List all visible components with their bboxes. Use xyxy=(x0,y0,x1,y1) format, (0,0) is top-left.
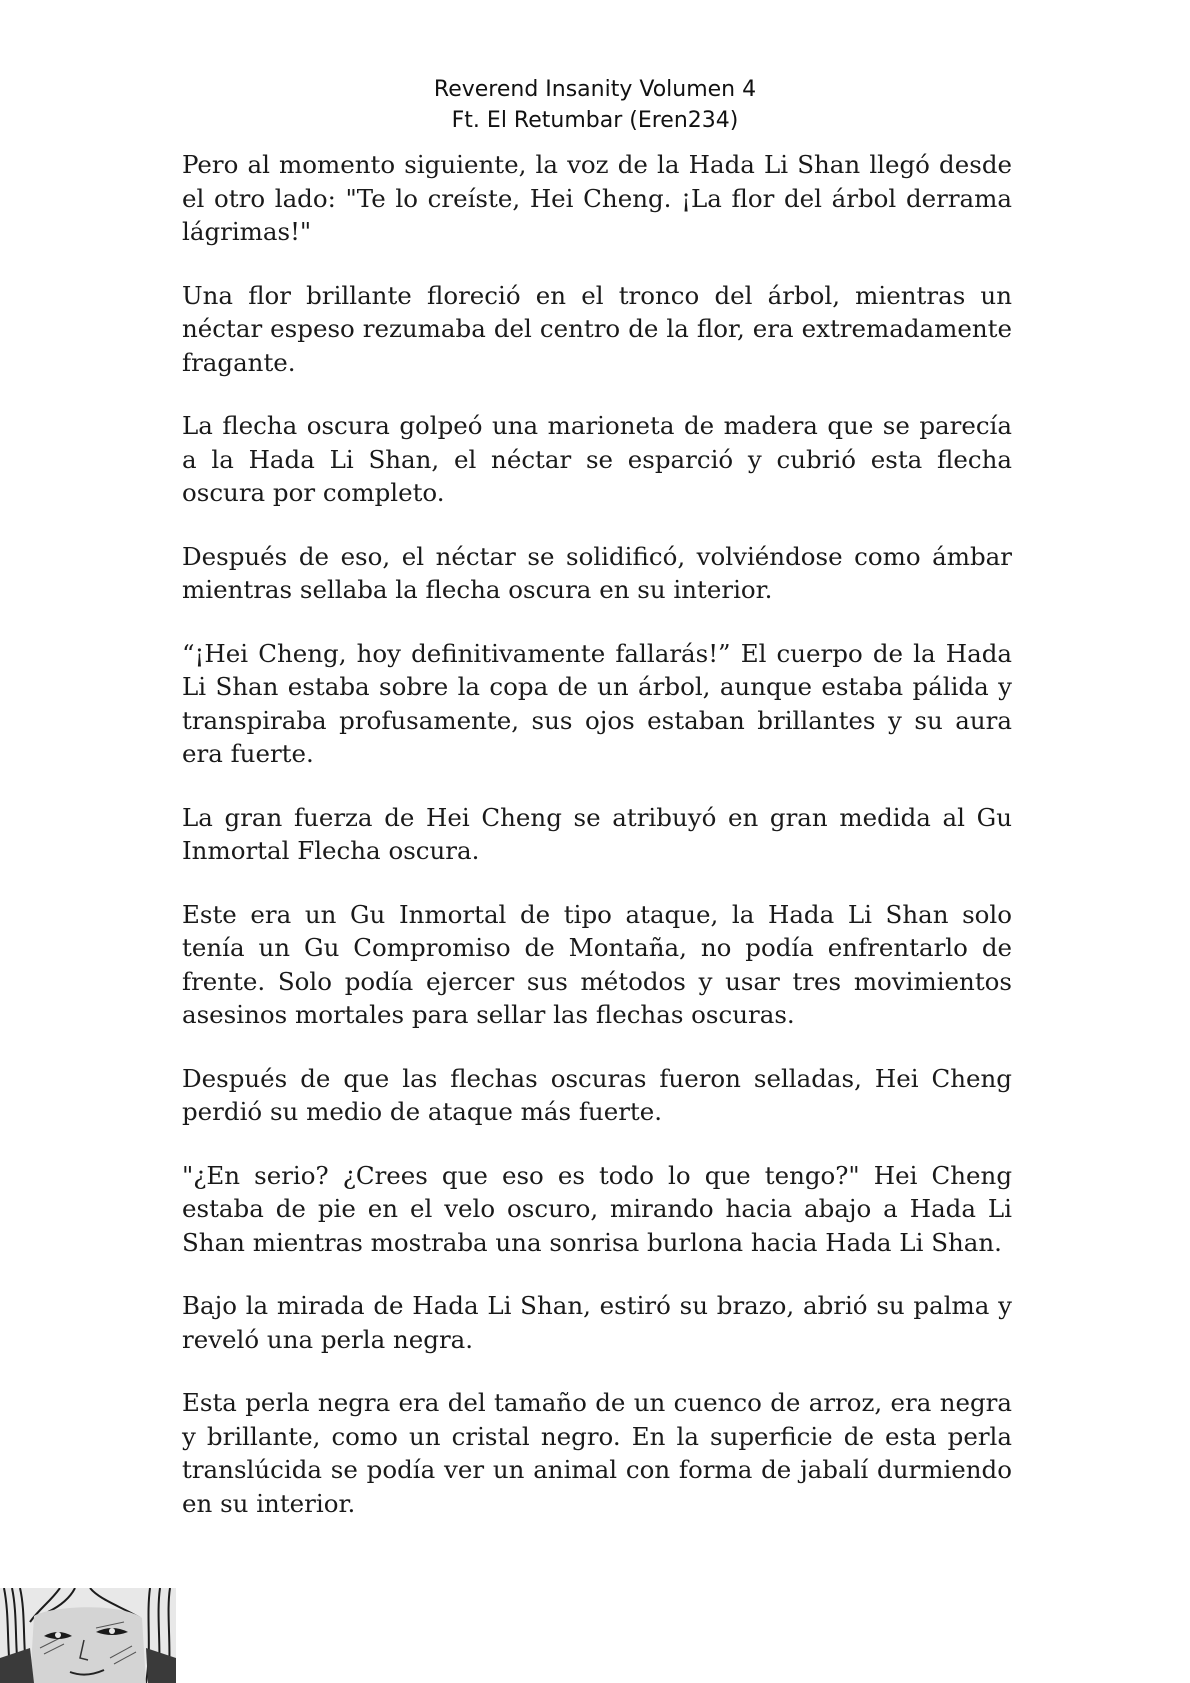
paragraph: La gran fuerza de Hei Cheng se atribuyó en gran medida al Gu Inmortal Flecha oscura. xyxy=(182,802,1012,865)
paragraph: “¡Hei Cheng, hoy definitivamente fallarás!” El cuerpo de la Hada Li Shan estaba sobre la copa de un árbol, aunque estaba pálida y transpiraba profusamente, sus ojos estaban brillantes y su aura era fuerte. xyxy=(182,638,1012,768)
paragraph: Después de eso, el néctar se solidificó, volviéndose como ámbar mientras sellaba la flecha oscura en su interior. xyxy=(182,541,1012,604)
header-credit: Ft. El Retumbar (Eren234) xyxy=(451,108,739,133)
paragraph: La flecha oscura golpeó una marioneta de madera que se parecía a la Hada Li Shan, el néctar se esparció y cubrió esta flecha oscura por completo. xyxy=(182,411,1012,507)
paragraph: "¿En serio? ¿Crees que eso es todo lo que tengo?" Hei Cheng estaba de pie en el velo oscuro, mirando hacia abajo a Hada Li Shan mientras mostraba una sonrisa burlona hacia Hada Li Shan. xyxy=(182,1160,1012,1257)
paragraph: Pero al momento siguiente, la voz de la Hada Li Shan llegó desde el otro lado: "Te lo creíste, Hei Cheng. ¡La flor del árbol derrama lágrimas!" xyxy=(182,150,1012,246)
paragraph: Este era un Gu Inmortal de tipo ataque, la Hada Li Shan solo tenía un Gu Compromiso de Montaña, no podía enfrentarlo de frente. Solo podía ejercer sus métodos y usar tres movimientos asesinos mortales para sellar las flechas oscuras. xyxy=(182,899,1012,1029)
header-title: Reverend Insanity Volumen 4 xyxy=(433,77,757,102)
paragraph: Después de que las flechas oscuras fueron selladas, Hei Cheng perdió su medio de ataque más fuerte. xyxy=(182,1063,1012,1126)
body-text xyxy=(182,148,1012,1550)
paragraph: Esta perla negra era del tamaño de un cuenco de arroz, era negra y brillante, como un cristal negro. En la superficie de esta perla translúcida se podía ver un animal con forma de jabalí durmiendo en su interior. xyxy=(182,1388,1012,1518)
page-header xyxy=(0,74,1190,136)
paragraph: Bajo la mirada de Hada Li Shan, estiró su brazo, abrió su palma y reveló una perla negra. xyxy=(182,1291,1012,1354)
paragraph: Una flor brillante floreció en el tronco del árbol, mientras un néctar espeso rezumaba del centro de la flor, era extremadamente fragante. xyxy=(182,280,1012,377)
manga-portrait-icon xyxy=(0,1588,176,1683)
